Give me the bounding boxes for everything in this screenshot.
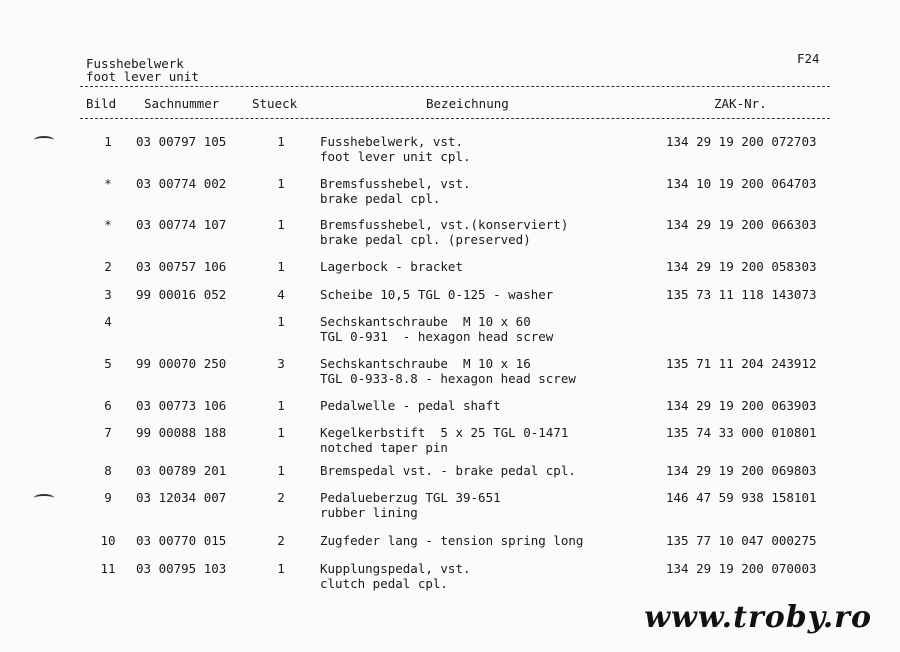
cell-stueck: 1	[277, 134, 285, 149]
cell-bild: 10	[100, 533, 116, 548]
cell-bezeichnung-en: brake pedal cpl. (preserved)	[320, 232, 531, 247]
column-header-stueck: Stueck	[252, 96, 298, 111]
table-row	[0, 425, 900, 459]
cell-stueck: 2	[277, 533, 285, 548]
cell-bild: 4	[104, 314, 112, 329]
cell-zak: 134 10 19 200 064703	[666, 176, 817, 191]
cell-zak: 134 29 19 200 058303	[666, 259, 817, 274]
cell-bild: 11	[100, 561, 116, 576]
cell-zak: 135 74 33 000 010801	[666, 425, 817, 440]
cell-bezeichnung: Kegelkerbstift 5 x 25 TGL 0-1471	[320, 425, 569, 440]
cell-stueck: 1	[277, 259, 285, 274]
column-header-sachnummer: Sachnummer	[144, 96, 220, 111]
cell-sachnummer: 03 00774 107	[136, 217, 227, 232]
cell-zak: 135 71 11 204 243912	[666, 356, 817, 371]
cell-stueck: 1	[277, 425, 285, 440]
cell-bild: 5	[104, 356, 112, 371]
cell-sachnummer: 03 00757 106	[136, 259, 227, 274]
section-title-english: foot lever unit	[86, 69, 199, 84]
cell-stueck: 1	[277, 176, 285, 191]
cell-stueck: 1	[277, 314, 285, 329]
cell-bezeichnung: Kupplungspedal, vst.	[320, 561, 471, 576]
cell-stueck: 2	[277, 490, 285, 505]
cell-bezeichnung: Pedalwelle - pedal shaft	[320, 398, 501, 413]
cell-sachnummer: 03 00770 015	[136, 533, 227, 548]
header-bottom-rule	[80, 118, 830, 119]
cell-bild: *	[104, 176, 112, 191]
cell-bezeichnung-en: TGL 0-931 - hexagon head screw	[320, 329, 554, 344]
cell-zak: 134 29 19 200 072703	[666, 134, 817, 149]
table-row	[0, 134, 900, 168]
cell-zak: 135 73 11 118 143073	[666, 287, 817, 302]
cell-stueck: 1	[277, 398, 285, 413]
cell-sachnummer: 99 00088 188	[136, 425, 227, 440]
column-header-bild: Bild	[86, 96, 117, 111]
cell-bild: 9	[104, 490, 112, 505]
cell-zak: 134 29 19 200 070003	[666, 561, 817, 576]
cell-bild: 8	[104, 463, 112, 478]
table-row	[0, 356, 900, 390]
watermark: www.troby.ro	[644, 600, 872, 635]
header-top-rule	[80, 86, 830, 87]
cell-bezeichnung-en: clutch pedal cpl.	[320, 576, 448, 591]
cell-bezeichnung-en: TGL 0-933-8.8 - hexagon head screw	[320, 371, 576, 386]
cell-bezeichnung: Zugfeder lang - tension spring long	[320, 533, 584, 548]
cell-bild: 6	[104, 398, 112, 413]
cell-bezeichnung-en: rubber lining	[320, 505, 418, 520]
section-title-german: Fusshebelwerk	[86, 56, 184, 71]
cell-bezeichnung: Bremsfusshebel, vst.(konserviert)	[320, 217, 569, 232]
cell-bezeichnung-en: notched taper pin	[320, 440, 448, 455]
table-row	[0, 314, 900, 348]
cell-sachnummer: 03 00797 105	[136, 134, 227, 149]
table-row	[0, 561, 900, 595]
cell-bezeichnung: Bremspedal vst. - brake pedal cpl.	[320, 463, 576, 478]
table-row	[0, 490, 900, 524]
cell-bild: 7	[104, 425, 112, 440]
cell-bezeichnung: Scheibe 10,5 TGL 0-125 - washer	[320, 287, 554, 302]
cell-zak: 135 77 10 047 000275	[666, 533, 817, 548]
cell-bild: 2	[104, 259, 112, 274]
cell-bezeichnung: Bremsfusshebel, vst.	[320, 176, 471, 191]
cell-zak: 134 29 19 200 063903	[666, 398, 817, 413]
table-row	[0, 176, 900, 210]
cell-zak: 146 47 59 938 158101	[666, 490, 817, 505]
cell-bild: 1	[104, 134, 112, 149]
cell-bild: 3	[104, 287, 112, 302]
cell-bezeichnung: Fusshebelwerk, vst.	[320, 134, 463, 149]
cell-sachnummer: 03 12034 007	[136, 490, 227, 505]
cell-zak: 134 29 19 200 066303	[666, 217, 817, 232]
table-row	[0, 217, 900, 251]
column-header-zak: ZAK-Nr.	[714, 96, 767, 111]
cell-stueck: 4	[277, 287, 285, 302]
cell-bezeichnung: Sechskantschraube M 10 x 16	[320, 356, 531, 371]
cell-zak: 134 29 19 200 069803	[666, 463, 817, 478]
cell-stueck: 1	[277, 217, 285, 232]
column-header-bezeichnung: Bezeichnung	[426, 96, 509, 111]
cell-bild: *	[104, 217, 112, 232]
cell-sachnummer: 03 00795 103	[136, 561, 227, 576]
cell-sachnummer: 99 00016 052	[136, 287, 227, 302]
cell-bezeichnung: Sechskantschraube M 10 x 60	[320, 314, 531, 329]
cell-bezeichnung-en: brake pedal cpl.	[320, 191, 441, 206]
cell-bezeichnung: Lagerbock - bracket	[320, 259, 463, 274]
cell-sachnummer: 03 00774 002	[136, 176, 227, 191]
cell-bezeichnung: Pedalueberzug TGL 39-651	[320, 490, 501, 505]
cell-stueck: 1	[277, 561, 285, 576]
cell-stueck: 1	[277, 463, 285, 478]
cell-bezeichnung-en: foot lever unit cpl.	[320, 149, 471, 164]
cell-sachnummer: 99 00070 250	[136, 356, 227, 371]
cell-sachnummer: 03 00789 201	[136, 463, 227, 478]
page-number: F24	[797, 51, 820, 66]
cell-sachnummer: 03 00773 106	[136, 398, 227, 413]
cell-stueck: 3	[277, 356, 285, 371]
